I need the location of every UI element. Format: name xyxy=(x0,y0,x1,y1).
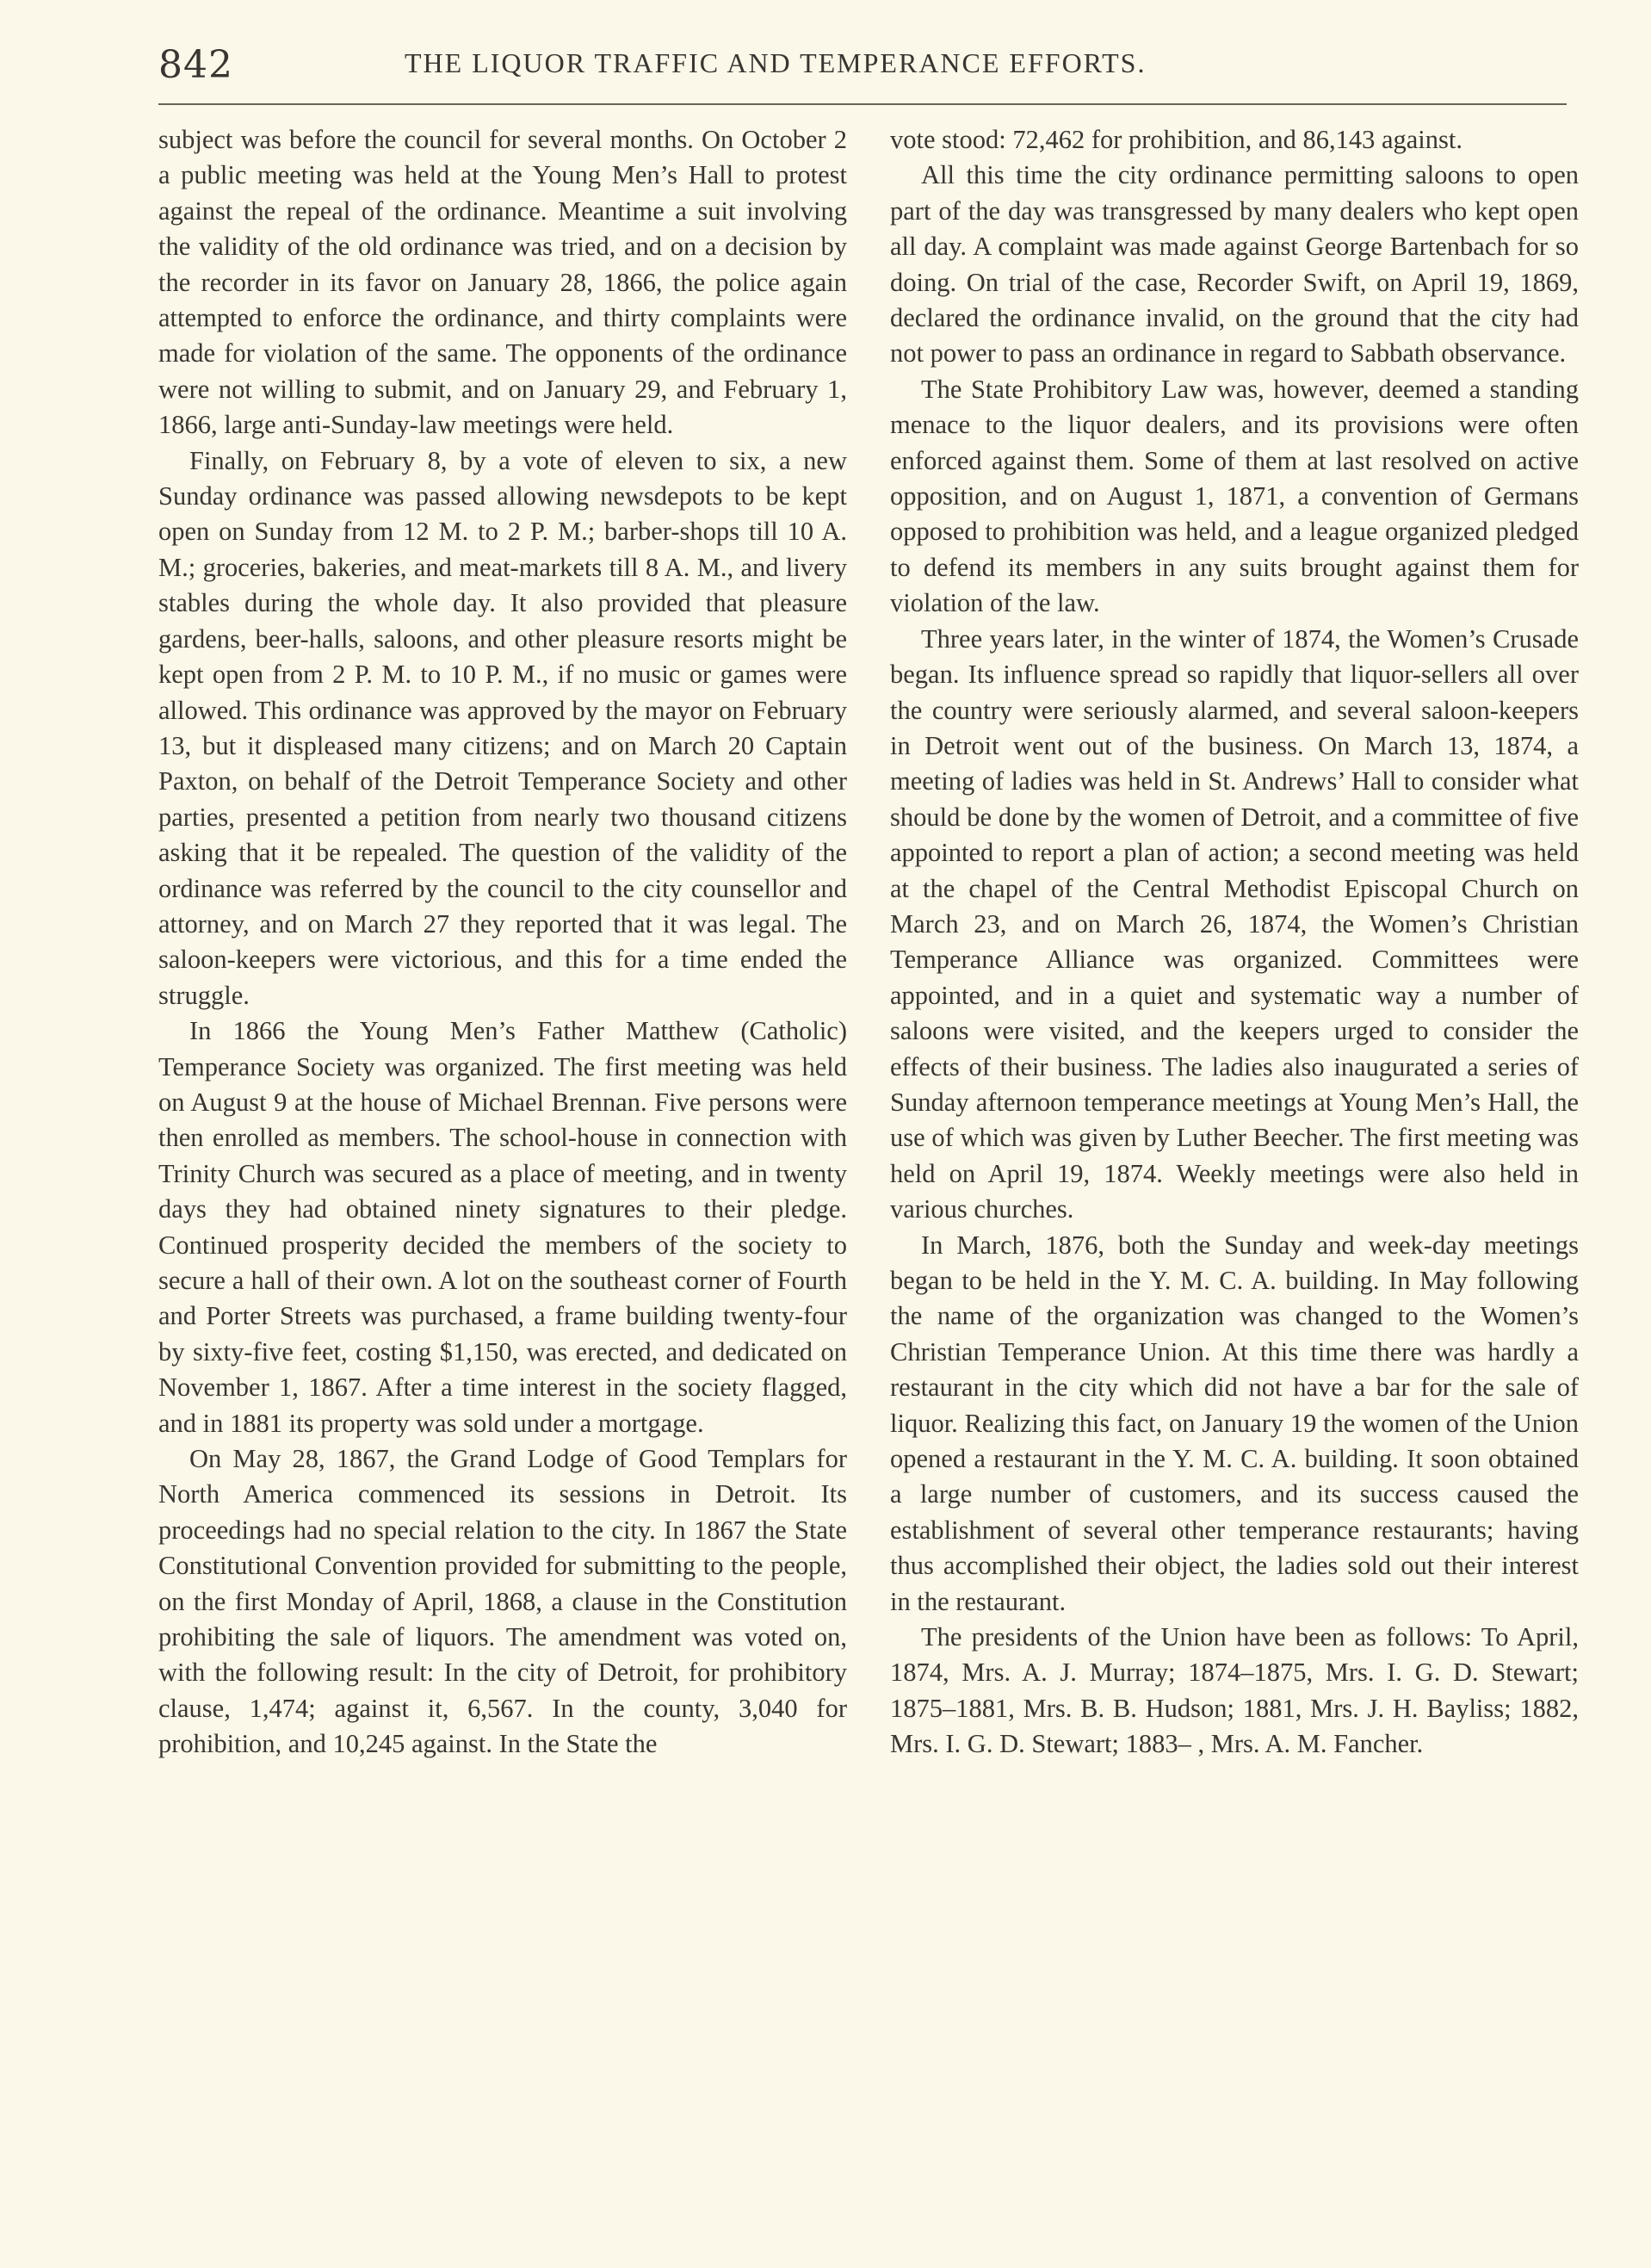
paragraph: The State Prohibitory Law was, however, deemed a standing menace to the liquor dealers, and its provisions were often enforced against them. Some of them at last resolved on active opposition, and on August 1, 1871, a convention of Germans opposed to prohibition was held, and a league organized pledged to defend its members in any suits brought against them for violation of the law. xyxy=(890,374,1579,618)
paragraph: Finally, on February 8, by a vote of eleven to six, a new Sunday ordinance was passed allowing newsdepots to be kept open on Sunday from 12 M. to 2 P. M.; barber-shops till 10 A. M.; groceries, bakeries, and meat-markets till 8 A. M., and livery stables during the whole day. It also provided that pleasure gardens, beer-halls, saloons, and other pleasure resorts might be kept open from 2 P. M. to 10 P. M., if no music or games were allowed. This ordinance was approved by the mayor on February 13, but it displeased many citizens; and on March 20 Captain Paxton, on behalf of the Detroit Temperance Society and other parties, presented a petition from nearly two thousand citizens asking that it be repealed. The question of the validity of the ordinance was referred by the council to the city counsellor and attorney, and on March 27 they reported that it was legal. The saloon-keepers were victorious, and this for a time ended the struggle. xyxy=(158,445,847,1010)
running-head-title: THE LIQUOR TRAFFIC AND TEMPERANCE EFFORTS. xyxy=(405,47,1147,78)
paragraph: subject was before the council for several months. On October 2 a public meeting was held at the Young Men’s Hall to protest against the repeal of the ordinance. Meantime a suit involving the validity of the old ordinance was tried, and on a decision by the recorder in its favor on January 28, 1866, the police again attempted to enforce the ordinance, and thirty complaints were made for violation of the same. The opponents of the ordinance were not willing to submit, and on January 29, and February 1, 1866, large anti-Sunday-law meetings were held. xyxy=(158,125,847,440)
paragraph: All this time the city ordinance permitting saloons to open part of the day was transgressed by many dealers who kept open all day. A complaint was made against George Bartenbach for so doing. On trial of the case, Recorder Swift, on April 19, 1869, declared the ordinance invalid, on the ground that the city had not power to pass an ordinance in regard to Sabbath observance. xyxy=(890,160,1579,369)
paragraph: The presidents of the Union have been as follows: To April, 1874, Mrs. A. J. Murray; 1874–1875, Mrs. I. G. D. Stewart; 1875–1881, Mrs. B. B. Hudson; 1881, Mrs. J. H. Bayliss; 1882, Mrs. I. G. D. Stewart; 1883– , Mrs. A. M. Fancher. xyxy=(890,1622,1579,1759)
header-rule xyxy=(158,103,1567,105)
right-column xyxy=(890,122,1579,1763)
paragraph: On May 28, 1867, the Grand Lodge of Good Templars for North America commenced its sessions in Detroit. Its proceedings had no special relation to the city. In 1867 the State Constitutional Convention provided for submitting to the people, on the first Monday of April, 1868, a clause in the Constitution prohibiting the sale of liquors. The amendment was voted on, with the following result: In the city of Detroit, for prohibitory clause, 1,474; against it, 6,567. In the county, 3,040 for prohibition, and 10,245 against. In the State the xyxy=(158,1444,847,1759)
paragraph: Three years later, in the winter of 1874, the Women’s Crusade began. Its influence spread so rapidly that liquor-sellers all over the country were seriously alarmed, and several saloon-keepers in Detroit went out of the business. On March 13, 1874, a meeting of ladies was held in St. Andrews’ Hall to consider what should be done by the women of Detroit, and a committee of five appointed to report a plan of action; a second meeting was held at the chapel of the Central Methodist Episcopal Church on March 23, and on March 26, 1874, the Women’s Christian Temperance Alliance was organized. Committees were appointed, and in a quiet and systematic way a number of saloons were visited, and the keepers urged to consider the effects of their business. The ladies also inaugurated a series of Sunday afternoon temperance meetings at Young Men’s Hall, the use of which was given by Luther Beecher. The first meeting was held on April 19, 1874. Weekly meetings were also held in various churches. xyxy=(890,623,1579,1224)
paragraph: In March, 1876, both the Sunday and week-day meetings began to be held in the Y. M. C. A. building. In May following the name of the organization was changed to the Women’s Christian Temperance Union. At this time there was hardly a restaurant in the city which did not have a bar for the sale of liquor. Realizing this fact, on January 19 the women of the Union opened a restaurant in the Y. M. C. A. building. It soon obtained a large number of customers, and its success caused the establishment of several other temperance restaurants; having thus accomplished their object, the ladies sold out their interest in the restaurant. xyxy=(890,1230,1579,1616)
paragraph: vote stood: 72,462 for prohibition, and 86,143 against. xyxy=(890,125,1462,154)
page-number: 842 xyxy=(158,43,233,87)
paragraph: In 1866 the Young Men’s Father Matthew (Catholic) Temperance Society was organized. The first meeting was held on August 9 at the house of Michael Brennan. Five persons were then enrolled as members. The school-house in connection with Trinity Church was secured as a place of meeting, and in twenty days they had obtained ninety signatures to their pledge. Continued prosperity decided the members of the society to secure a hall of their own. A lot on the southeast corner of Fourth and Porter Streets was purchased, a frame building twenty-four by sixty-five feet, costing $1,150, was erected, and dedicated on November 1, 1867. After a time interest in the society flagged, and in 1881 its property was sold under a mortgage. xyxy=(158,1016,847,1438)
left-column xyxy=(158,122,847,1763)
